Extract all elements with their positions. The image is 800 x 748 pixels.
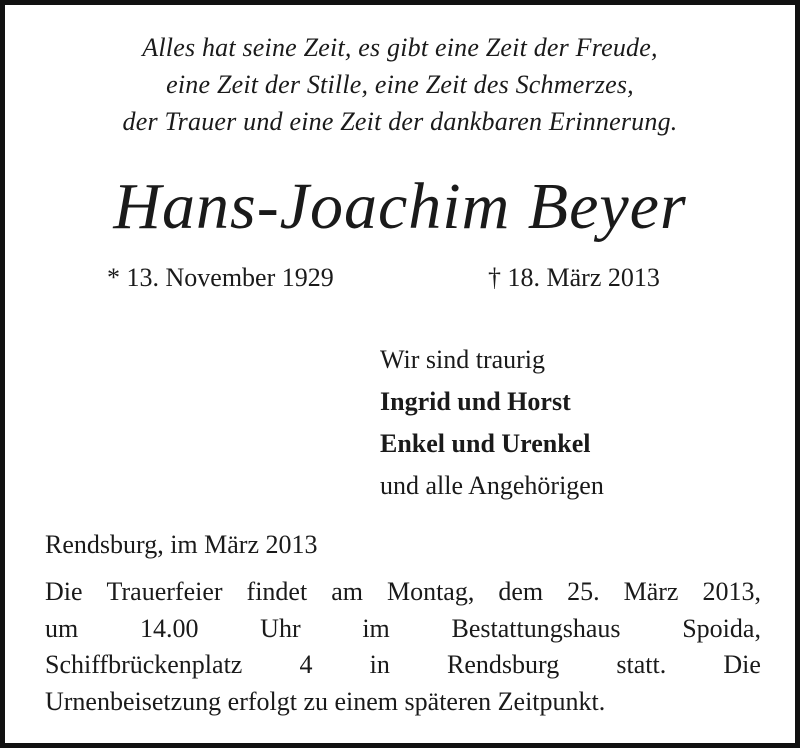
mourner-name: Ingrid und Horst [380, 387, 571, 416]
word: 2013, [702, 577, 761, 606]
word: 4 [299, 650, 313, 679]
word: am [331, 577, 363, 606]
word: Bestattungshaus [451, 613, 621, 643]
mourners-closing: und alle Angehörigen [380, 471, 604, 500]
death-date: † 18. März 2013 [488, 263, 660, 292]
word: Rendsburg [447, 650, 560, 679]
word: Uhr [260, 613, 301, 643]
memorial-quote [5, 29, 795, 140]
service-line [45, 574, 761, 611]
word: Spoida, [682, 613, 761, 643]
mourner-name: Enkel und Urenkel [380, 429, 591, 458]
word: um [45, 613, 79, 643]
service-info [45, 574, 761, 720]
word: Trauerfeier [106, 577, 223, 606]
word: Schiffbrückenplatz [45, 650, 243, 679]
quote-line: eine Zeit der Stille, eine Zeit des Schmerzes, [166, 70, 634, 99]
service-line [45, 611, 761, 648]
word: findet [246, 577, 308, 606]
birth-date: * 13. November 1929 [107, 263, 334, 292]
word: 25. [567, 577, 600, 606]
word: dem [498, 577, 544, 606]
word: Montag, [386, 577, 475, 606]
deceased-name: Hans-Joachim Beyer [113, 170, 687, 243]
word: statt. [616, 650, 667, 679]
service-line [45, 684, 761, 721]
word: Urnenbeisetzung erfolgt zu einem späteren Zeitpunkt. [45, 686, 606, 716]
word: im [362, 613, 390, 643]
mourners-intro: Wir sind traurig [380, 345, 546, 374]
service-line [45, 647, 761, 684]
word: 14.00 [139, 613, 199, 643]
word: März [623, 577, 679, 606]
word: in [369, 650, 390, 679]
mourners-block [380, 339, 604, 507]
quote-line: Alles hat seine Zeit, es gibt eine Zeit der Freude, [142, 33, 658, 62]
quote-line: der Trauer und eine Zeit der dankbaren Erinnerung. [122, 107, 678, 136]
place-date: Rendsburg, im März 2013 [45, 530, 318, 559]
word: Die [45, 577, 83, 606]
word: Die [723, 650, 761, 679]
